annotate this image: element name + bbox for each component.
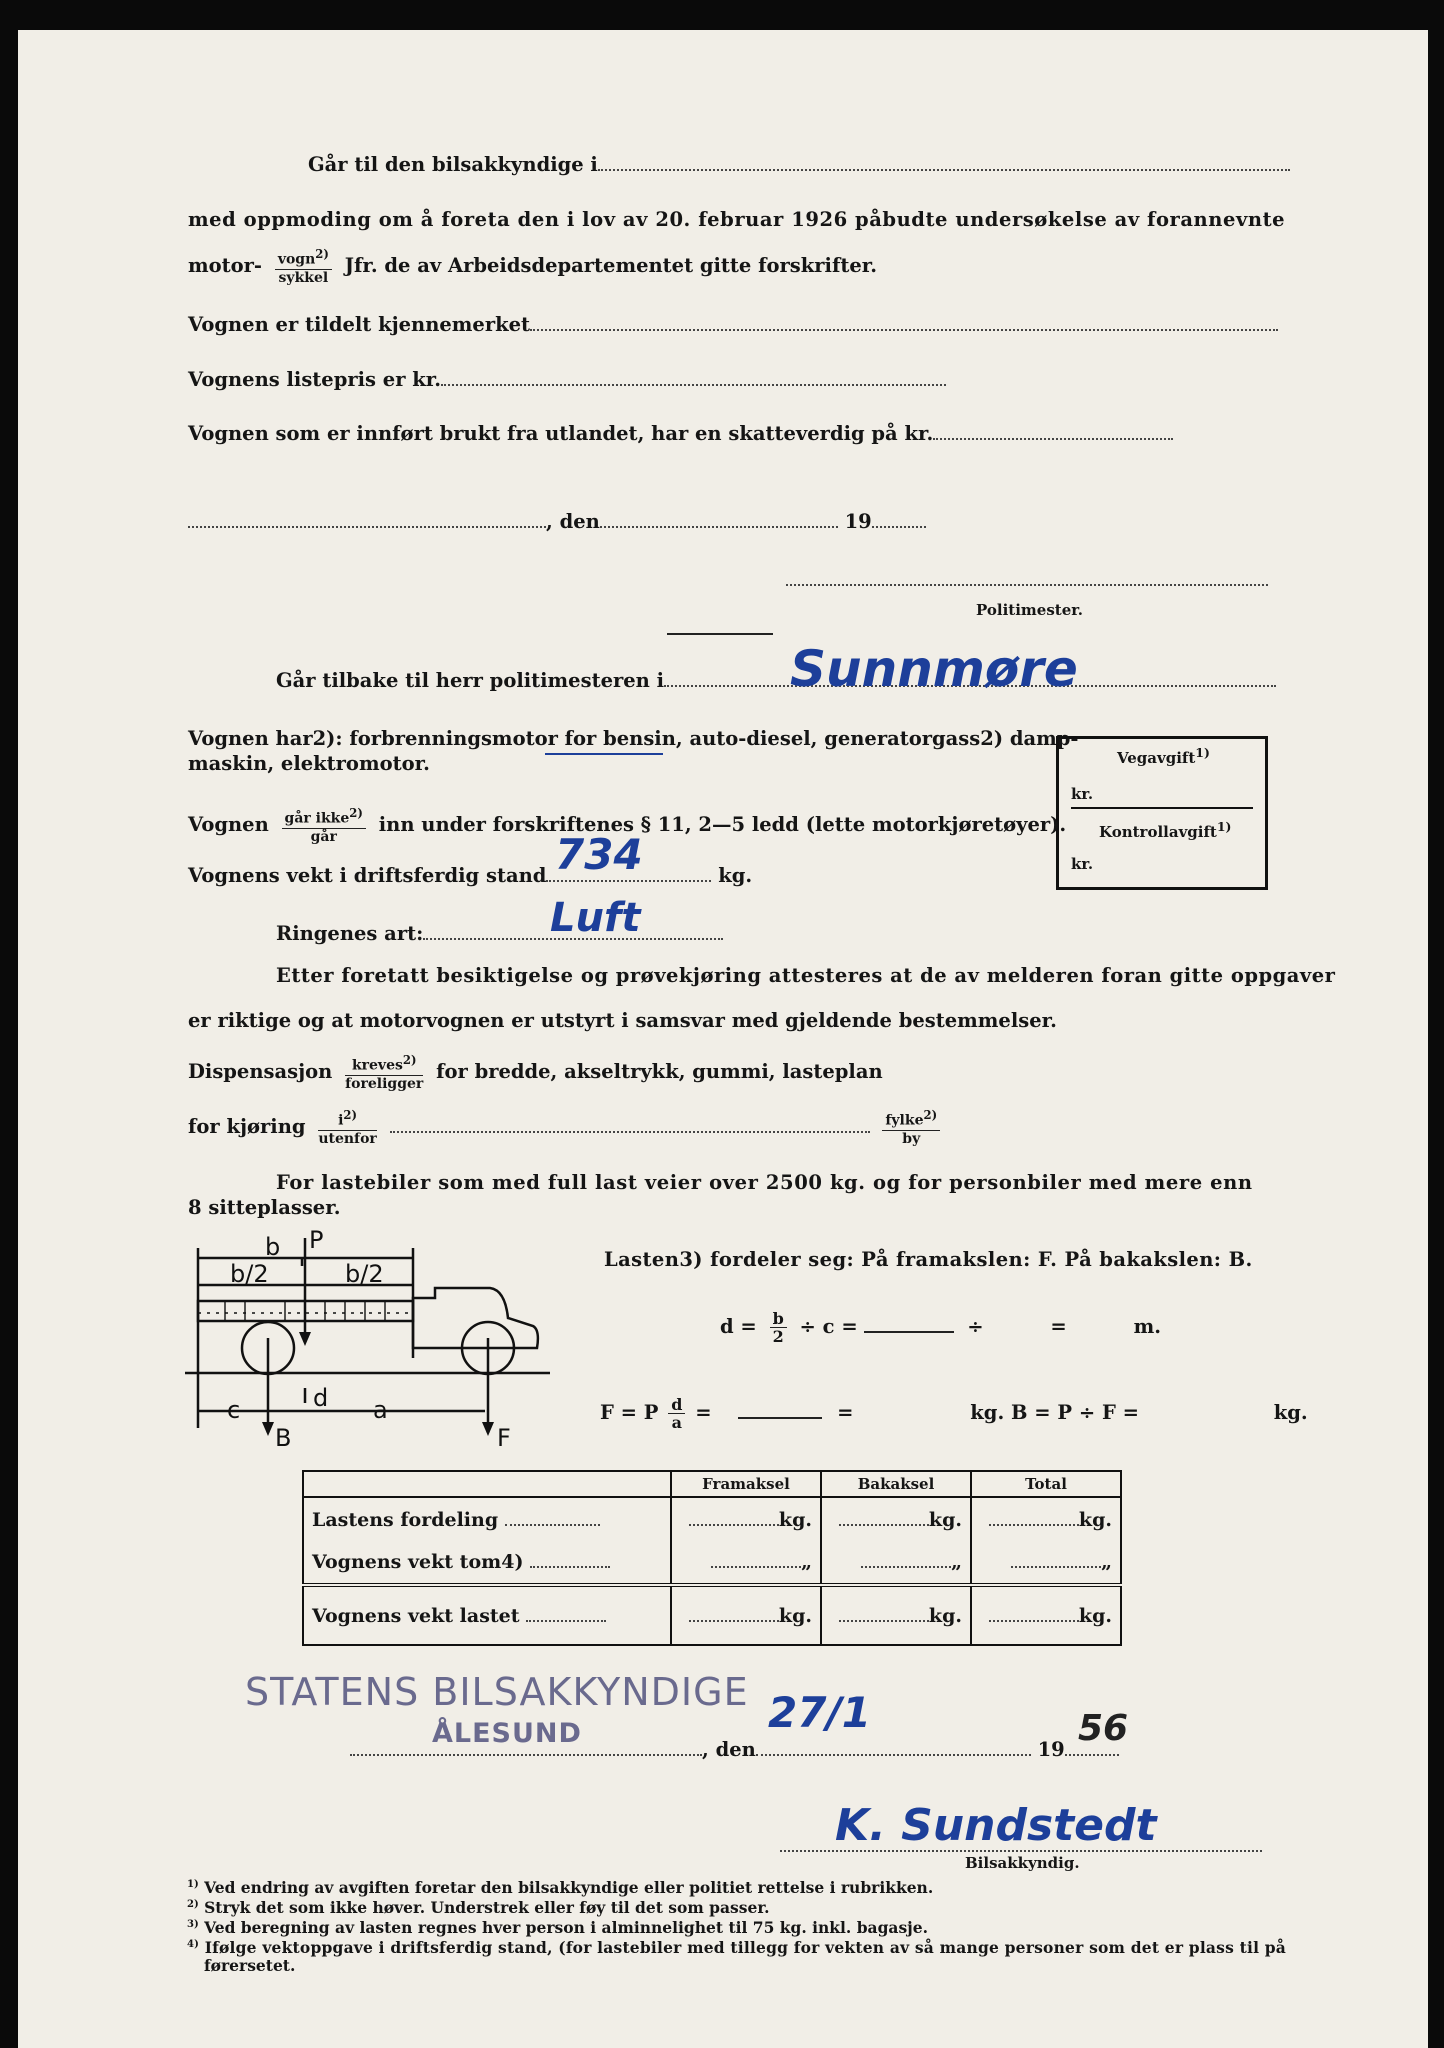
dispensasjon-line: Dispensasjon $\frac{kreves^{2)}}{\text{foreligger}}$ for bredde, akseltrykk, gummi, lasteplan <box>188 1053 883 1092</box>
fee-box <box>1056 736 1268 890</box>
table-row-label: Lastens fordeling <box>312 1508 499 1531</box>
bilsakkyndig-label: Bilsakkyndig. <box>965 1854 1080 1872</box>
diagram-label-B: B <box>275 1424 292 1448</box>
signature-handwritten: K. Sundstedt <box>835 1800 1157 1851</box>
diagram-label-b2-right: b/2 <box>345 1260 384 1288</box>
gar-fraction: $\frac{går ikke^{2)}}{\text{går}}$ <box>282 805 366 846</box>
table-row-label: Vognens vekt tom4) <box>312 1551 524 1573</box>
sign-date-line: , den 19 <box>350 1737 1119 1763</box>
registration-line: Vognen er tildelt kjennemerket <box>188 312 1278 338</box>
fee-box-divider <box>1071 807 1253 809</box>
fylke-by-fraction: $\frac{fylke^{2)}}{by}$ <box>882 1107 940 1148</box>
underline-for-bensin <box>545 753 663 755</box>
request-line: med oppmoding om å foreta den i lov av 20. februar 1926 påbudte undersøkelse av forannevnte <box>188 208 1286 231</box>
axle-load-diagram <box>185 1228 555 1448</box>
diagram-label-F: F <box>497 1424 511 1448</box>
formula-f: F = P $\frac{d}{a}$ = = kg. B = P ÷ F = kg. <box>600 1395 1308 1432</box>
footnote-4-cont: førersetet. <box>204 1956 296 1975</box>
section-divider <box>667 633 773 635</box>
load-distribution-text: Lasten3) fordeler seg: På framakslen: F. På bakakslen: B. <box>604 1248 1253 1271</box>
i-utenfor-fraction: $\frac{i^{2)}}{\text{utenfor}}$ <box>318 1108 377 1147</box>
diagram-label-b2-left: b/2 <box>230 1260 269 1288</box>
footnote-3: $^{3)}$ Ved beregning av lasten regnes hver person i alminnelighet til 75 kg. inkl. bagasje. <box>187 1918 929 1938</box>
footnote-4: $^{4)}$ Ifølge vektoppgave i driftsferdig stand, (for lastebiler med tillegg for vekten av så mange personer som det er plass til på <box>187 1938 1287 1958</box>
kjoring-line: for kjøring $\frac{i^{2)}}{\text{utenfor}}$ $\frac{fylke^{2)}}{by}$ <box>188 1107 946 1148</box>
attest-line-1: Etter foretatt besiktigelse og prøvekjøring attesteres at de av melderen foran gitte oppgaver <box>276 964 1336 987</box>
table-header-framaksel: Framaksel <box>671 1471 821 1497</box>
weight-handwritten: 734 <box>555 830 643 879</box>
engine-line-1: Vognen har2): forbrenningsmotor for bensin, auto-diesel, generatorgass2) damp- <box>188 727 1079 750</box>
diagram-label-c: c <box>227 1396 241 1424</box>
sign-date-handwritten: 27/1 <box>768 1688 872 1737</box>
header-intro: Går til den bilsakkyndige i <box>308 152 1290 178</box>
tyres-line: Ringenes art: <box>276 921 723 947</box>
kontrollavgift-kr: kr. <box>1071 855 1094 873</box>
return-line: Går tilbake til herr politimesteren i <box>276 668 1276 694</box>
return-place-handwritten: Sunnmøre <box>790 640 1078 698</box>
load-table <box>302 1470 1122 1646</box>
place-date-line: , den 19 <box>188 509 926 535</box>
diagram-label-d: d <box>313 1384 329 1412</box>
table-header-total: Total <box>971 1471 1121 1497</box>
diagram-label-p: P <box>309 1228 324 1254</box>
vogn-sykkel-fraction: $\frac{vogn^{2)}}{\text{sykkel}}$ <box>275 246 332 287</box>
table-row: Vognens vekt lastet kg. kg. kg. <box>303 1585 1121 1645</box>
attest-line-2: er riktige og at motorvognen er utstyrt i samsvar med gjeldende bestemmelser. <box>188 1009 1057 1032</box>
forskrift-line: Vognen $\frac{går ikke^{2)}}{\text{går}}$ inn under forskriftenes § 11, 2—5 ledd (lette motorkjøretøyer). <box>188 806 1067 845</box>
listprice-line: Vognens listepris er kr. <box>188 367 946 393</box>
motor-line: motor- $\frac{vogn^{2)}}{\text{sykkel}}$ Jfr. de av Arbeidsdepartementet gitte forskrifter. <box>188 247 878 286</box>
vegavgift-label: Vegavgift$^{1)}$ <box>1117 745 1210 767</box>
footnote-1: $^{1)}$ Ved endring av avgiften foretar den bilsakkyndige eller politiet rettelse i rubrikken. <box>187 1878 934 1898</box>
kontrollavgift-label: Kontrollavgift$^{1)}$ <box>1099 819 1232 841</box>
vegavgift-kr: kr. <box>1071 785 1094 803</box>
table-header-blank <box>303 1471 671 1497</box>
table-row: Lastens fordeling kg. kg. kg. <box>303 1497 1121 1541</box>
engine-line-2: maskin, elektromotor. <box>188 752 430 775</box>
lastebil-line-1: For lastebiler som med full last veier over 2500 kg. og for personbiler med mere enn <box>276 1171 1253 1194</box>
stamp-line-2: ÅLESUND <box>432 1718 582 1749</box>
table-header-bakaksel: Bakaksel <box>821 1471 971 1497</box>
import-line: Vognen som er innført brukt fra utlandet, har en skatteverdig på kr. <box>188 421 1173 447</box>
kreves-fraction: $\frac{kreves^{2)}}{\text{foreligger}}$ <box>345 1053 424 1092</box>
politimester-signature-line <box>786 567 1268 593</box>
sign-year-handwritten: 56 <box>1078 1708 1129 1749</box>
diagram-label-b: b <box>265 1233 281 1261</box>
politimester-label: Politimester. <box>976 601 1083 619</box>
table-row-label: Vognens vekt lastet <box>312 1604 520 1627</box>
formula-d: d = $\frac{b}{2}$ ÷ c = ÷ = m. <box>720 1309 1161 1346</box>
tyres-handwritten: Luft <box>550 895 641 941</box>
footnote-2: $^{2)}$ Stryk det som ikke høver. Understrek eller føy til det som passer. <box>187 1898 770 1918</box>
stamp-line-1: STATENS BILSAKKYNDIGE <box>245 1670 749 1714</box>
table-row: Vognens vekt tom4) „ „ „ <box>303 1541 1121 1585</box>
lastebil-line-2: 8 sitteplasser. <box>188 1196 341 1219</box>
weight-line: Vognens vekt i driftsferdig stand kg. <box>188 864 753 887</box>
diagram-label-a: a <box>373 1396 388 1424</box>
